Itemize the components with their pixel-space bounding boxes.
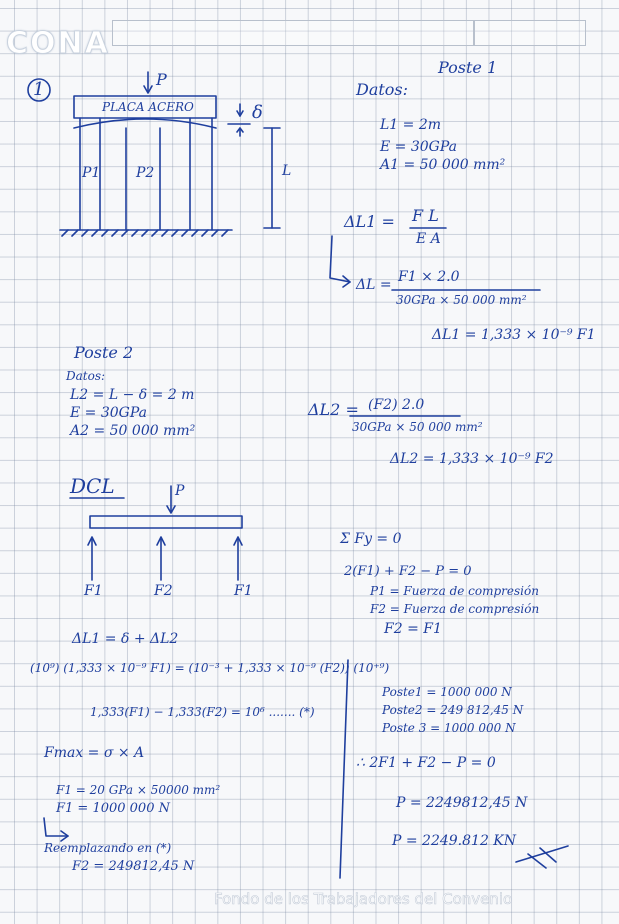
post2-datos: Datos: (66, 369, 106, 383)
final-answer-mark (516, 846, 568, 862)
equilibrium-note2: F2 = Fuerza de compresión (370, 602, 540, 616)
post1-length: L1 = 2m (380, 117, 442, 133)
dcl-f1: F1 (84, 583, 103, 599)
free-body-diagram (70, 483, 242, 580)
result-poste1: Poste1 = 1000 000 N (382, 685, 512, 699)
equilibrium-eq: 2(F1) + F2 − P = 0 (344, 564, 472, 579)
compat-line1: ΔL1 = δ + ΔL2 (72, 631, 179, 647)
post1-label: P1 (82, 165, 101, 181)
post1-sub-lhs: ΔL = (356, 277, 392, 293)
plate-label: PLACA ACERO (102, 100, 194, 114)
post2-formula-den: 30GPa × 50 000 mm² (352, 420, 483, 434)
replace-note: Reemplazando en (*) (44, 841, 172, 855)
dcl-load: P (175, 483, 185, 499)
post1-result: ΔL1 = 1,333 × 10⁻⁹ F1 (432, 327, 596, 343)
compat-line3: 1,333(F1) − 1,333(F2) = 10⁶ ....... (*) (90, 705, 315, 719)
post2-title: Poste 2 (74, 343, 134, 362)
post2-length: L2 = L − δ = 2 m (70, 387, 195, 403)
equilibrium-note1: P1 = Fuerza de compresión (370, 584, 539, 598)
fmax-formula: Fmax = σ × A (44, 745, 145, 761)
f1-value: F1 = 1000 000 N (56, 801, 170, 816)
arrow-connector (330, 236, 350, 282)
post2-formula-num: (F2) 2.0 (368, 397, 425, 413)
problem-number: 1 (33, 79, 45, 100)
post1-modulus: E = 30GPa (380, 139, 457, 155)
f1-calc: F1 = 20 GPa × 50000 mm² (56, 783, 221, 797)
post2-formula-lhs: ΔL2 = (308, 400, 359, 419)
footer-watermark: Fondo de los Trabajadores del Convenio (214, 890, 513, 908)
post1-title: Poste 1 (438, 58, 498, 77)
post1-datos: Datos: (356, 80, 409, 99)
length-label: L (282, 163, 292, 179)
delta-label: δ (252, 102, 263, 123)
dcl-f2: F2 (154, 583, 173, 599)
post1-formula-lhs: ΔL1 = (344, 212, 395, 231)
post1-formula-num: F L (412, 206, 439, 225)
load-label: P (156, 70, 167, 89)
result-poste2: Poste2 = 249 812,45 N (382, 703, 524, 717)
column-separator (340, 660, 348, 878)
equilibrium-eq2: F2 = F1 (384, 621, 442, 637)
sum-forces: Σ Fy = 0 (340, 531, 402, 547)
post2-modulus: E = 30GPa (70, 405, 147, 421)
post1-sub-num: F1 × 2.0 (398, 269, 460, 285)
compat-line2: (10⁹) (1,333 × 10⁻⁹ F1) = (10⁻³ + 1,333 × 10⁻⁹ (F2)) (10⁺⁹) (30, 661, 390, 675)
structure-diagram (60, 72, 280, 236)
result-p1: P = 2249812,45 N (396, 795, 528, 811)
dcl-title: DCL (70, 474, 115, 498)
result-p2: P = 2249.812 KN (392, 833, 517, 849)
post2-area: A2 = 50 000 mm² (70, 423, 196, 439)
post1-sub-den: 30GPa × 50 000 mm² (396, 293, 527, 307)
post2-label: P2 (136, 165, 155, 181)
result-eq: ∴ 2F1 + F2 − P = 0 (356, 755, 496, 771)
f2-value: F2 = 249812,45 N (72, 859, 195, 874)
result-poste3: Poste 3 = 1000 000 N (382, 721, 516, 735)
post2-result: ΔL2 = 1,333 × 10⁻⁹ F2 (390, 451, 554, 467)
brand-watermark: CONA (6, 26, 110, 61)
dcl-f3: F1 (234, 583, 253, 599)
post1-formula-den: E A (416, 231, 441, 247)
post1-area: A1 = 50 000 mm² (380, 157, 506, 173)
